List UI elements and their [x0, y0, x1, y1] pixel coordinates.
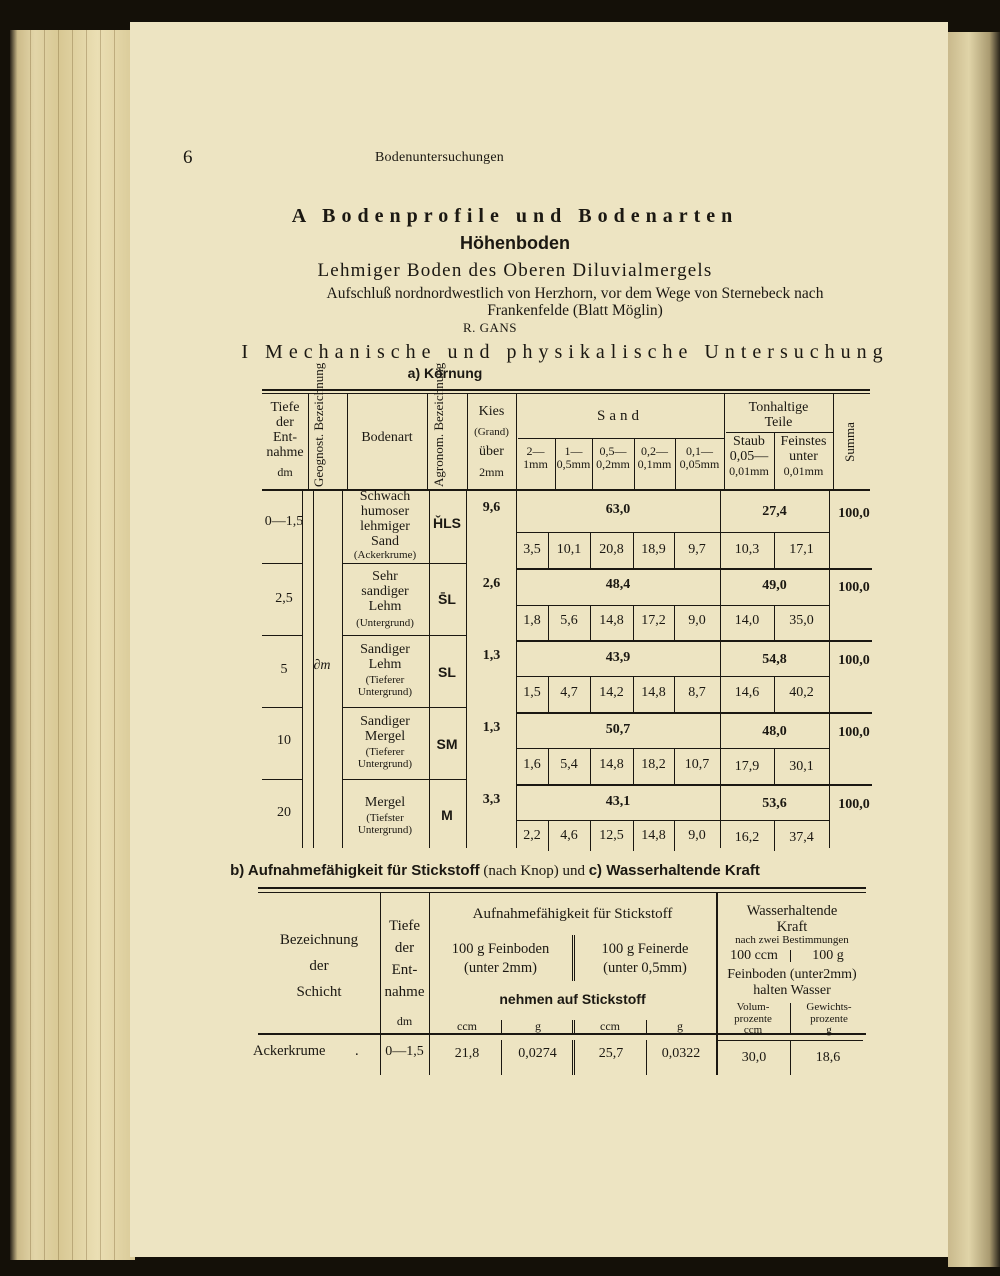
sub-heading: Höhenboden — [460, 233, 570, 253]
main-heading: A Bodenprofile und Bodenarten — [291, 205, 739, 227]
subsection-b-title: b) Aufnahmefähigkeit für Stickstoff (nach Knop) und c) Wasserhaltende Kraft — [230, 862, 760, 879]
soil-heading: Lehmiger Boden des Oberen Diluvialmergels — [317, 260, 713, 281]
book-page-edges — [10, 30, 135, 1260]
book-right-edge — [948, 32, 1000, 1267]
running-head: Bodenuntersuchungen — [375, 150, 504, 165]
location-text: Aufschluß nordnordwestlich von Herzhorn, vor dem Wege von Sternebeck nach Frankenfelde (Blatt Möglin) — [326, 285, 824, 319]
page-number: 6 — [183, 147, 193, 168]
subsection-a-title: a) Körnung — [407, 365, 483, 381]
author: R. GANS — [462, 320, 518, 335]
section-title: I Mechanische und physikalische Untersuchung — [241, 341, 889, 363]
geognost-value: ∂m — [313, 658, 331, 673]
